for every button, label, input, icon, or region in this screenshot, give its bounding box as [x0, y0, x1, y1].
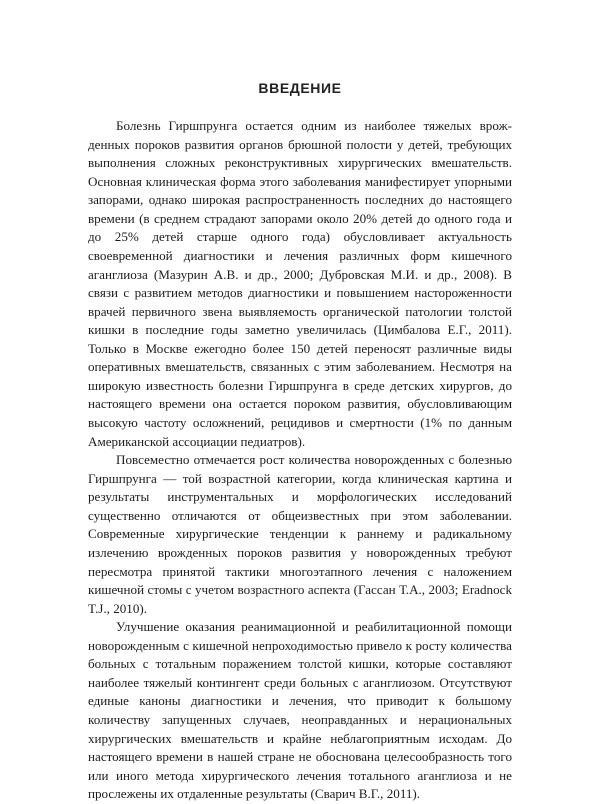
paragraph-1: Болезнь Гиршпрунга остается одним из наиболее тяжелых врожденных пороков развития органов брюшной полости у детей, требующих выполнения сложных реконструктивных хирургических вмешательств. Основная клиническая форма этого заболевания манифестирует упорными запорами, однако широкая распространенность последних до настоящего времени (в среднем страдают запорами около 20% детей до одного года и до 25% детей старше одного года) обусловливает актуальность своевременной диагностики и лечения различных форм кишечного аганглиоза (Мазурин А.В. и др., 2000; Дубровская М.И. и др., 2008). В связи с развитием методов диагностики и повышением настороженности врачей первичного звена выявляемость органической патологии толстой кишки в последние годы заметно увеличилась (Цимбалова Е.Г., 2011). Только в Москве ежегодно более 150 детей переносят различные виды оперативных вмешательств, связанных с этим заболеванием. Несмотря на широкую известность болезни Гиршпрунга в среде детских хирургов, до настоящего времени она остается пороком развития, обусловливающим высокую частоту осложнений, рецидивов и смертности (1% по данным Американской ассоциации педиатров). — [88, 118, 512, 449]
body-text — [88, 117, 512, 804]
section-heading: ВВЕДЕНИЕ — [258, 80, 342, 96]
paragraph-3: Улучшение оказания реанимационной и реабилитационной помощи новорожденным с кишечной непроходимостью привело к росту количества больных с тотальным поражением толстой кишки, которые составляют наиболее тяжелый контингент среди больных с аганглиозом. Отсутствуют единые каноны диагностики и лечения, что приводит к большому количеству запущенных случаев, неоправданных и нерациональных хирургических вмешательств и крайне неблагоприятным исходам. До настоящего времени в нашей стране не обоснована целесообразность того или иного метода хирургического лечения тотального аганглиоза и не прослежены их отдаленные результаты (Сварич В.Г., 2011). — [88, 619, 512, 802]
paragraph-2: Повсеместно отмечается рост количества новорожденных с болезнью Гиршпрунга — той возрастной категории, когда клиническая картина и результаты инструментальных и морфологических исследований существенно отличаются от общеизвестных при этом заболевании. Современные хирургические тенденции к раннему и радикальному излечению врожденных пороков развития у новорожденных требуют пересмотра принятой тактики многоэтапного лечения с наложением кишечной стомы с учетом возрастного аспекта (Гассан Т.А., 2003; Eradnock T.J., 2010). — [88, 452, 512, 616]
